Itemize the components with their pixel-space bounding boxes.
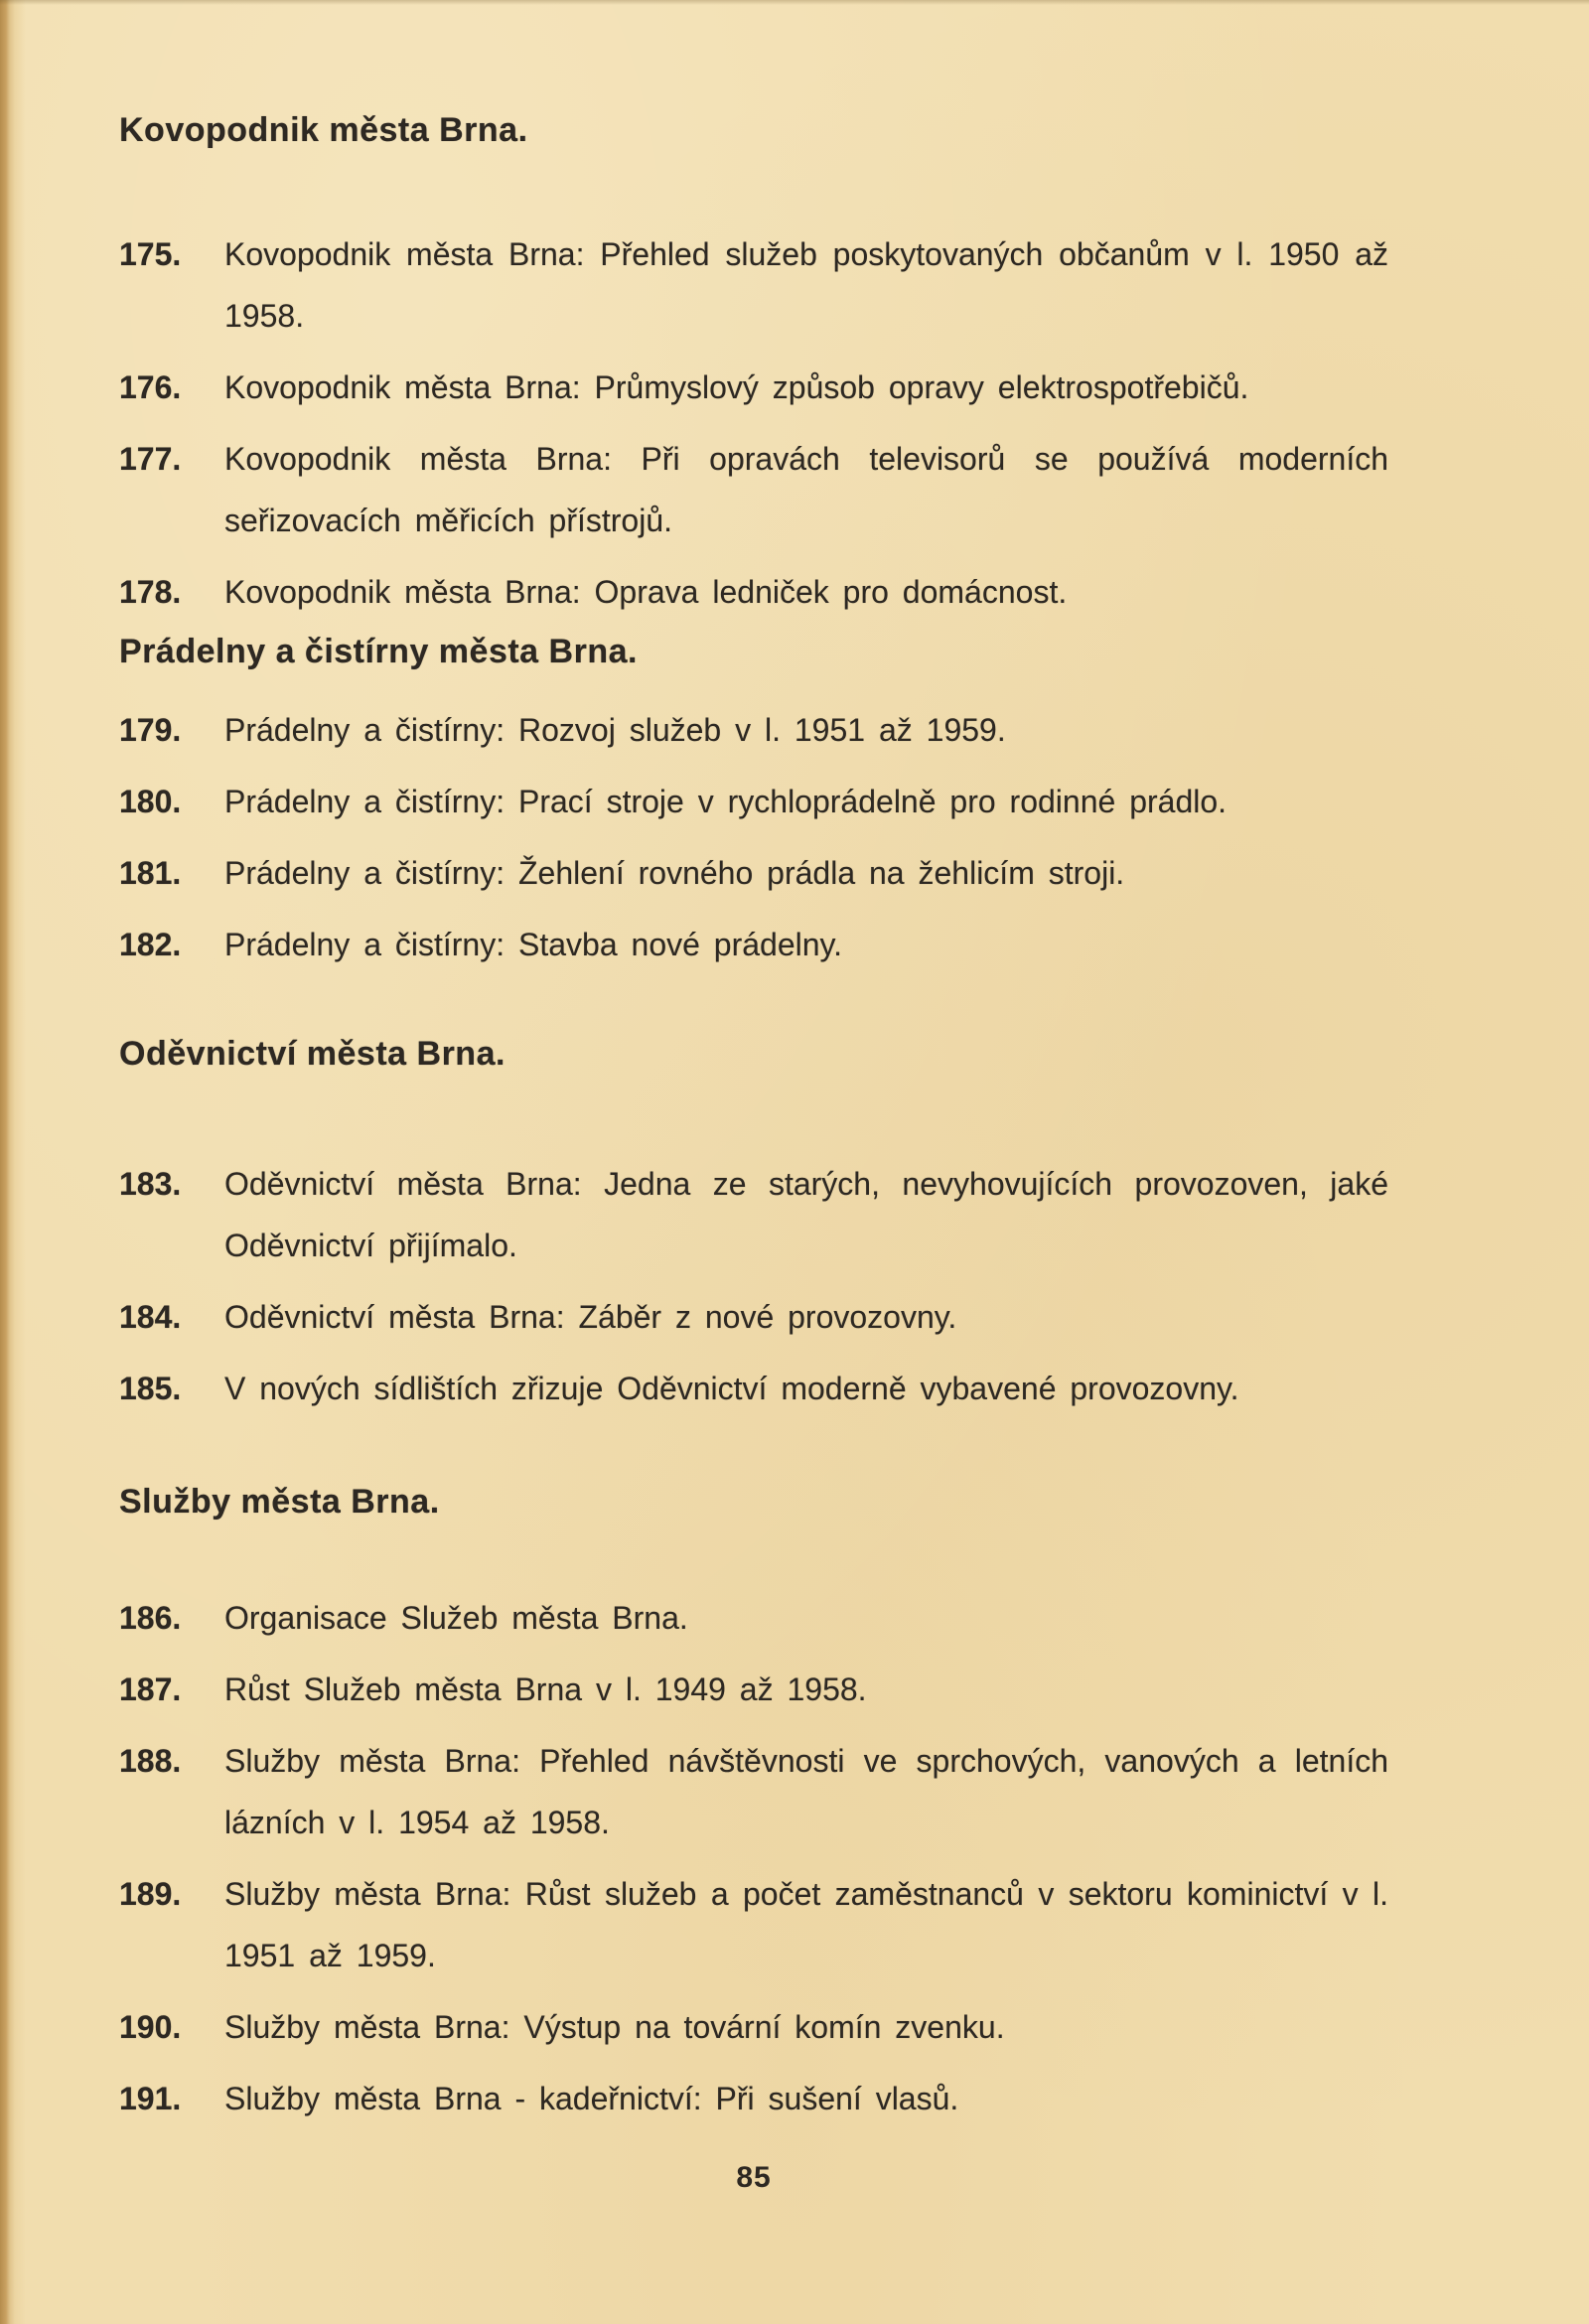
item-text: Oděvnictví města Brna: Záběr z nové provozovny. [224,1299,957,1335]
item-number: 179. [119,712,182,748]
item-text: Organisace Služeb města Brna. [224,1600,688,1636]
page-number: 85 [736,2161,772,2194]
section-kovopodnik [119,111,1388,623]
list-item [119,2068,1388,2129]
section-heading: Kovopodnik města Brna. [119,111,528,149]
item-number: 189. [119,1876,182,1912]
list-item [119,1153,1388,1276]
list-item [119,1659,1388,1720]
item-text: Kovopodnik města Brna: Oprava ledniček pro domácnost. [224,574,1068,610]
list-item [119,223,1388,347]
item-text: Služby města Brna: Růst služeb a počet zaměstnanců v sektoru kominictví v l. 1951 až 1959. [224,1876,1388,1973]
item-number: 183. [119,1166,182,1202]
list-item [119,771,1388,832]
list-item [119,357,1388,418]
list-item [119,428,1388,551]
section-heading: Prádelny a čistírny města Brna. [119,633,638,670]
list-item [119,842,1388,904]
list-item [119,1730,1388,1853]
list-item [119,1358,1388,1419]
item-number: 175. [119,236,182,272]
item-number: 188. [119,1743,182,1779]
item-number: 187. [119,1671,182,1707]
item-text: Kovopodnik města Brna: Průmyslový způsob opravy elektrospotřebičů. [224,369,1249,405]
item-number: 184. [119,1299,182,1335]
item-number: 182. [119,927,182,962]
item-text: Prádelny a čistírny: Rozvoj služeb v l. 1951 až 1959. [224,712,1006,748]
list-item [119,561,1388,623]
item-number: 178. [119,574,182,610]
list-item [119,699,1388,761]
section-heading: Oděvnictví města Brna. [119,1035,506,1073]
item-number: 181. [119,855,182,891]
item-text: Oděvnictví města Brna: Jedna ze starých, nevyhovujících provozoven, jaké Oděvnictví přijímalo. [224,1166,1388,1263]
item-number: 177. [119,441,182,477]
item-text: Služby města Brna: Přehled návštěvnosti ve sprchových, vanových a letních lázních v l. 1954 až 1958. [224,1743,1388,1840]
item-text: Služby města Brna - kadeřnictví: Při sušení vlasů. [224,2081,959,2116]
list-item [119,1996,1388,2058]
section-pradelny [119,633,1388,975]
item-text: Kovopodnik města Brna: Přehled služeb poskytovaných občanům v l. 1950 až 1958. [224,236,1388,334]
item-number: 186. [119,1600,182,1636]
item-text: Růst Služeb města Brna v l. 1949 až 1958. [224,1671,867,1707]
item-number: 176. [119,369,182,405]
item-text: Kovopodnik města Brna: Při opravách televisorů se používá moderních seřizovacích měřicích přístrojů. [224,441,1388,538]
list-item [119,1587,1388,1649]
item-text: Prádelny a čistírny: Žehlení rovného prádla na žehlicím stroji. [224,855,1125,891]
page-top-shadow [0,0,1589,5]
item-text: Prádelny a čistírny: Stavba nové prádelny. [224,927,843,962]
section-heading: Služby města Brna. [119,1483,440,1521]
list-item [119,1286,1388,1348]
item-number: 190. [119,2009,182,2045]
item-text: Služby města Brna: Výstup na tovární komín zvenku. [224,2009,1005,2045]
page-edge [0,0,26,2324]
list-item [119,1863,1388,1986]
item-number: 180. [119,784,182,819]
section-odevnictvi [119,1035,1388,1419]
book-page-content [119,111,1388,2195]
section-sluzby [119,1483,1388,2129]
item-number: 185. [119,1371,182,1406]
item-text: Prádelny a čistírny: Prací stroje v rychloprádelně pro rodinné prádlo. [224,784,1228,819]
item-number: 191. [119,2081,182,2116]
list-item [119,914,1388,975]
item-text: V nových sídlištích zřizuje Oděvnictví moderně vybavené provozovny. [224,1371,1239,1406]
